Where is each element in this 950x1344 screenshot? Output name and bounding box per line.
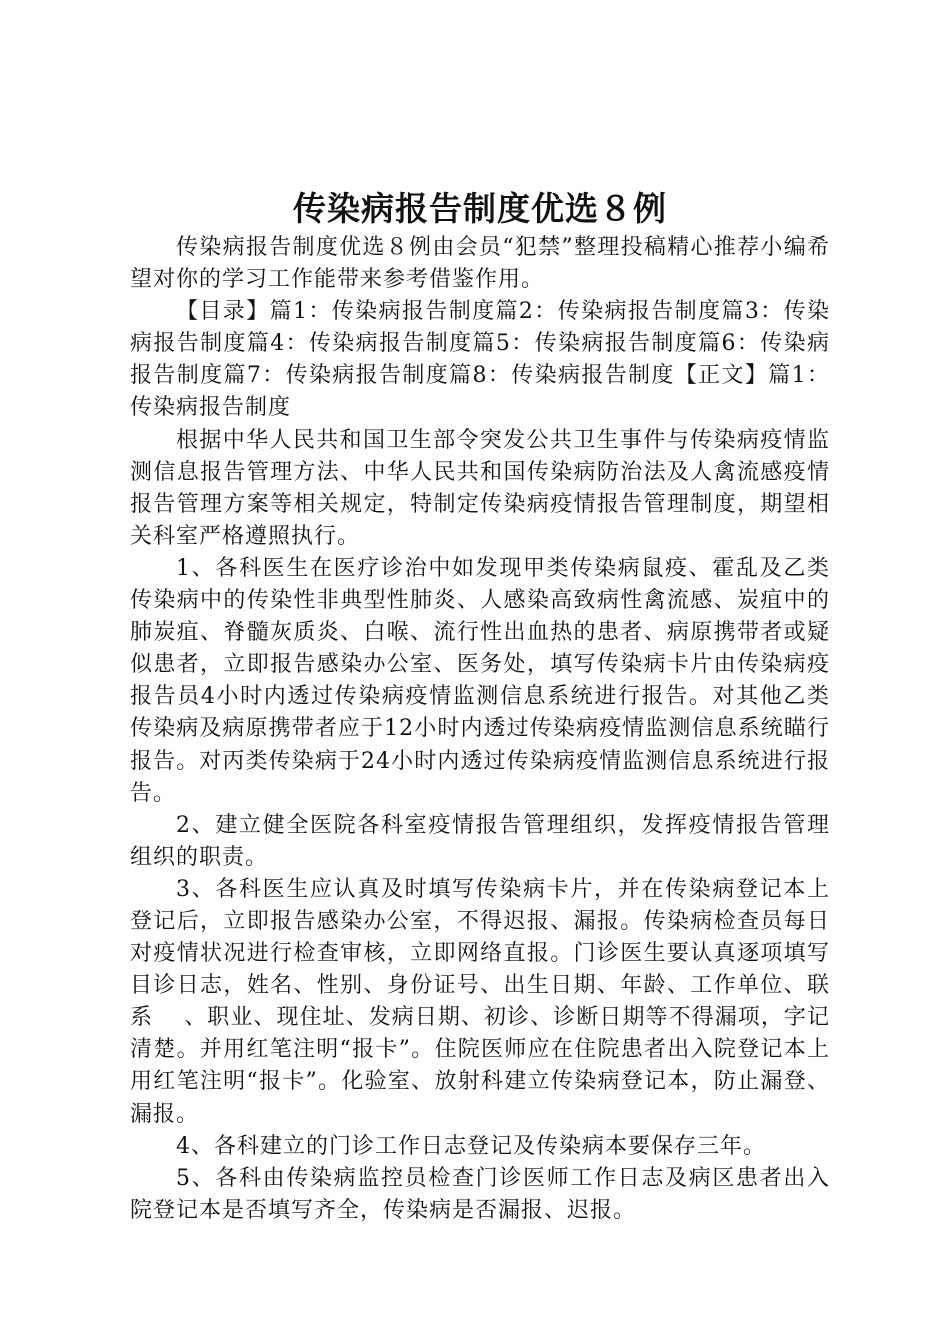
paragraph-item-4: 4、各科建立的门诊工作日志登记及传染病本要保存三年。 [176, 1133, 766, 1159]
paragraph-preamble: 根据中华人民共和国卫生部令突发公共卫生事件与传染病疫情监测信息报告管理方法、中华人民共和国传染病防治法及人禽流感疫情报告管理方案等相关规定，特制定传染病疫情报告管理制度，期望相关科室严格遵照执行。 [130, 427, 830, 549]
paragraph-item-5: 5、各科由传染病监控员检查门诊医师工作日志及病区患者出入院登记本是否填写齐全，传染病是否漏报、迟报。 [130, 1165, 830, 1223]
paragraph-item-1: 1、各科医生在医疗诊治中如发现甲类传染病鼠疫、霍乱及乙类传染病中的传染性非典型性肺炎、人感染高致病性禽流感、炭疽中的肺炭疽、脊髓灰质炎、白喉、流行性出血热的患者、病原携带者或疑似患者，立即报告感染办公室、医务处，填写传染病卡片由传染病疫报告员4小时内透过传染病疫情监测信息系统进行报告。对其他乙类传染病及病原携带者应于12小时内透过传染病疫情监测信息系统瞄行报告。对丙类传染病于24小时内透过传染病疫情监测信息系统进行报告。 [130, 555, 830, 806]
document-title: 传染病报告制度优选８例 [293, 189, 667, 228]
paragraph-item-2: 2、建立健全医院各科室疫情报告管理组织，发挥疫情报告管理组织的职责。 [130, 812, 830, 870]
paragraph-item-3: 3、各科医生应认真及时填写传染病卡片，并在传染病登记本上登记后，立即报告感染办公室，不得迟报、漏报。传染病检查员每日对疫情状况进行检查审核，立即网络直报。门诊医生要认真逐项填写目诊日志，姓名、性别、身份证号、出生日期、年龄、工作单位、联系 、职业、现住址、发病日期、初诊、诊断日期等不得漏项，字记清楚。并用红笔注明“报卡”。住院医师应在住院患者出入院登记本上用红笔注明“报卡”。化验室、放射科建立传染病登记本，防止漏登、漏报。 [130, 876, 830, 1127]
paragraph-table-of-contents: 【目录】篇1：传染病报告制度篇2：传染病报告制度篇3：传染病报告制度篇4：传染病报告制度篇5：传染病报告制度篇6：传染病报告制度篇7：传染病报告制度篇8：传染病报告制度【正文】篇1：传染病报告制度 [130, 299, 830, 421]
paragraph-intro: 传染病报告制度优选８例由会员“犯禁”整理投稿精心推荐小编希望对你的学习工作能带来参考借鉴作用。 [130, 235, 830, 293]
document-page [130, 188, 830, 1227]
